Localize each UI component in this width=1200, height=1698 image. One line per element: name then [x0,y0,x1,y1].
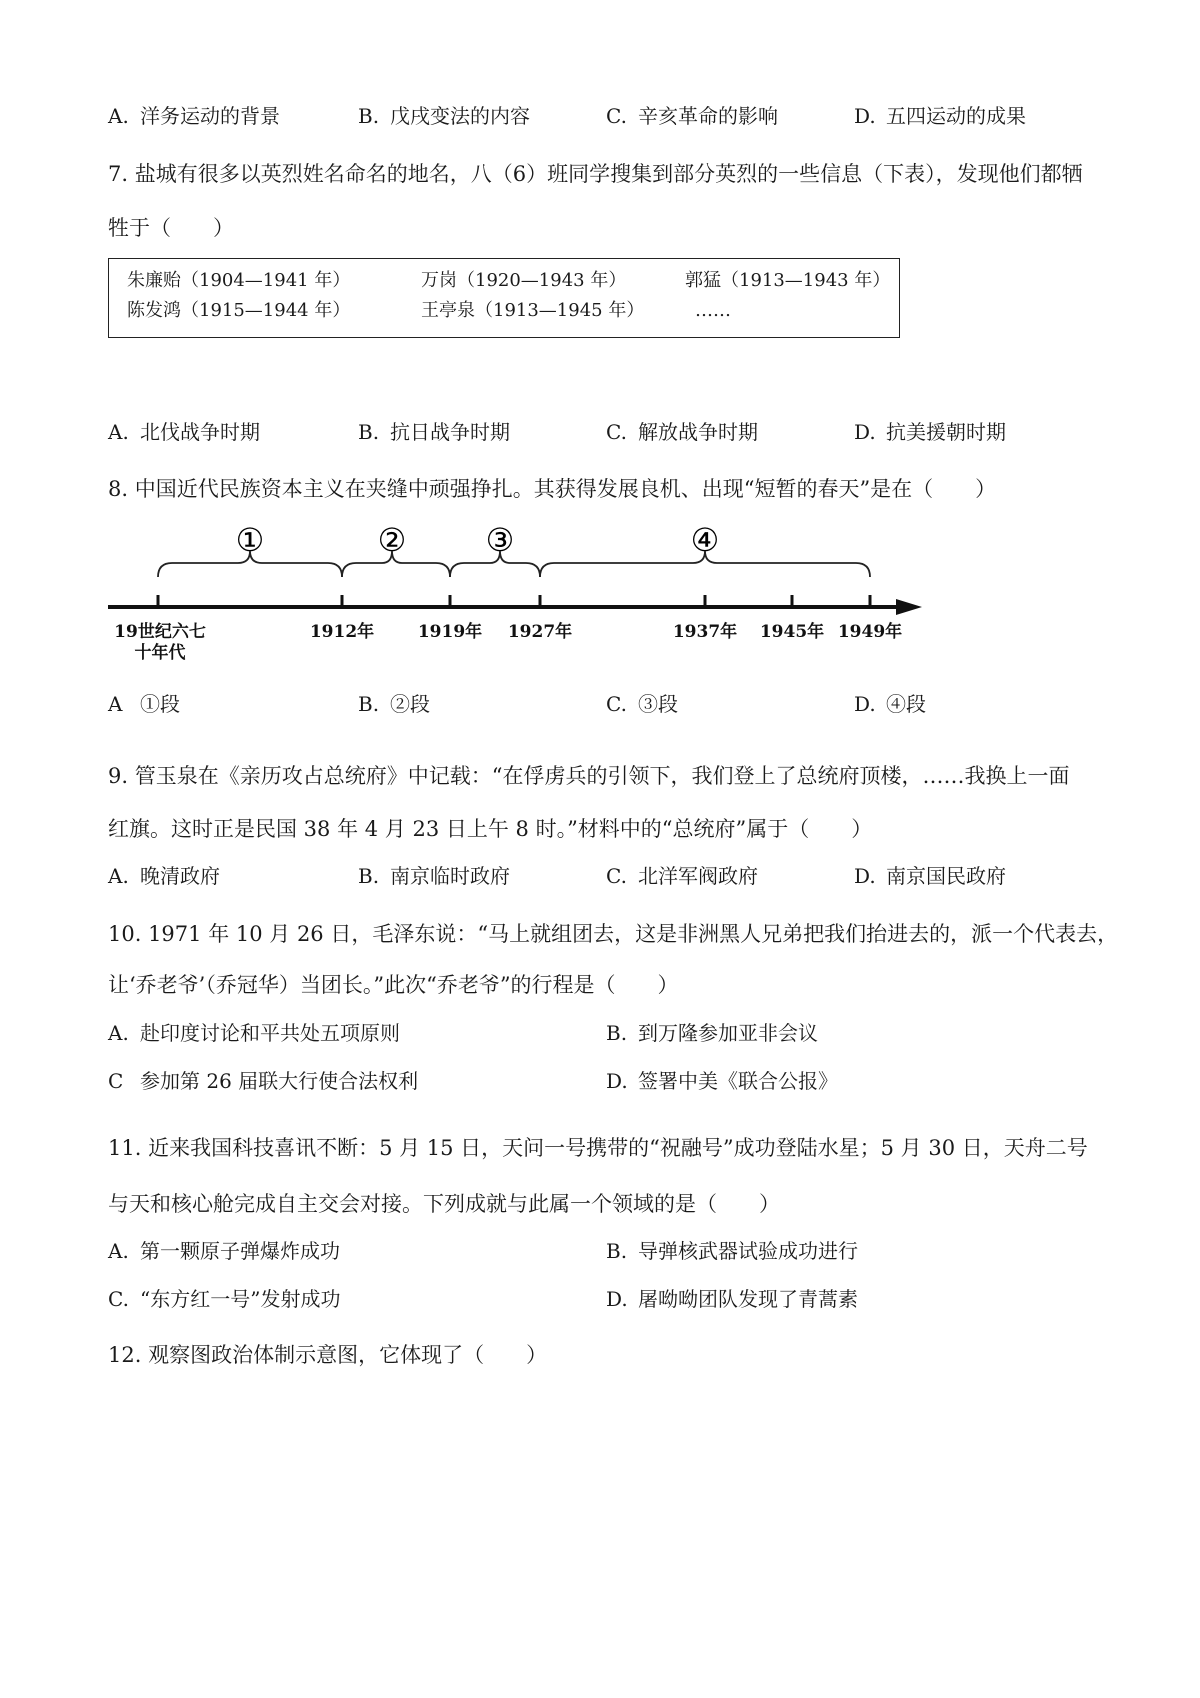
q11-option-a: A. 第一颗原子弹爆炸成功 [108,1239,340,1263]
q12-stem: 12. 观察图政治体制示意图，它体现了（ ） [108,1343,548,1367]
tick-label: 19世纪六七 [114,622,206,642]
q8-stem: 8. 中国近代民族资本主义在夹缝中顽强挣扎。其获得发展良机、出现“短暂的春天”是在（ ） [108,477,997,501]
q8-option-b: B. ②段 [358,692,430,716]
q10-option-c: C 参加第 26 届联大行使合法权利 [108,1069,419,1093]
tick-label: 1945年 [759,622,825,642]
q7-option-d: D. 抗美援朝时期 [854,420,1006,444]
segment-label-2: ② [377,521,407,559]
tick-label: 1912年 [309,622,375,642]
q8-option-d: D. ④段 [854,692,926,716]
timeline-diagram [100,515,940,665]
q6-option-c: C. 辛亥革命的影响 [606,104,778,128]
table-cell: 王亭泉（1913—1945 年） [421,300,645,321]
q7-option-a: A. 北伐战争时期 [108,420,260,444]
table-cell: 陈发鸿（1915—1944 年） [127,300,351,321]
q6-option-a: A. 洋务运动的背景 [108,104,280,128]
q9-option-a: A. 晚清政府 [108,864,220,888]
q11-option-b: B. 导弹核武器试验成功进行 [606,1239,858,1263]
q9-option-b: B. 南京临时政府 [358,864,510,888]
table-cell: 朱廉贻（1904—1941 年） [127,270,351,291]
q8-option-c: C. ③段 [606,692,678,716]
tick-label: 1919年 [417,622,483,642]
q11-stem-line2: 与天和核心舱完成自主交会对接。下列成就与此属一个领域的是（ ） [108,1192,780,1216]
q10-option-a: A. 赴印度讨论和平共处五项原则 [108,1021,400,1045]
brace-1 [158,551,342,577]
q7-option-c: C. 解放战争时期 [606,420,758,444]
q9-option-c: C. 北洋军阀政府 [606,864,758,888]
q10-stem-line1: 10. 1971 年 10 月 26 日，毛泽东说：“马上就组团去，这是非洲黑人兄弟把我们抬进去的，派一个代表去， [108,922,1119,946]
tick-label: 1949年 [837,622,903,642]
q10-option-d: D. 签署中美《联合公报》 [606,1069,838,1093]
q11-option-c: C. “东方红一号”发射成功 [108,1287,341,1311]
q11-stem-line1: 11. 近来我国科技喜讯不断：5 月 15 日，天问一号携带的“祝融号”成功登陆水星；5 月 30 日，天舟二号 [108,1136,1088,1160]
q9-option-d: D. 南京国民政府 [854,864,1006,888]
segment-label-3: ③ [485,521,515,559]
q7-option-b: B. 抗日战争时期 [358,420,510,444]
table-cell: 郭猛（1913—1943 年） [685,270,891,291]
segment-label-4: ④ [690,521,720,559]
q8-option-a: A ①段 [108,692,180,716]
q7-stem-line2: 牲于（ ） [108,216,234,240]
q10-option-b: B. 到万隆参加亚非会议 [606,1021,818,1045]
tick-label: 十年代 [134,643,186,663]
tick-label: 1937年 [672,622,738,642]
segment-label-1: ① [235,521,265,559]
q9-stem-line1: 9. 管玉泉在《亲历攻占总统府》中记载：“在俘虏兵的引领下，我们登上了总统府顶楼，……我换上一面 [108,764,1070,788]
q6-option-b: B. 戊戌变法的内容 [358,104,530,128]
brace-4 [540,551,870,577]
q9-stem-line2: 红旗。这时正是民国 38 年 4 月 23 日上午 8 时。”材料中的“总统府”属于（ ） [108,817,873,841]
table-cell: 万岗（1920—1943 年） [421,270,627,291]
q11-option-d: D. 屠呦呦团队发现了青蒿素 [606,1287,858,1311]
martyr-table [108,258,900,338]
timeline-arrow [896,599,922,615]
table-cell: …… [695,300,731,321]
q6-option-d: D. 五四运动的成果 [854,104,1026,128]
q7-stem-line1: 7. 盐城有很多以英烈姓名命名的地名，八（6）班同学搜集到部分英烈的一些信息（下表），发现他们都牺 [108,162,1083,186]
q10-stem-line2: 让‘乔老爷’（乔冠华）当团长。”此次“乔老爷”的行程是（ ） [108,973,679,997]
tick-label: 1927年 [507,622,573,642]
